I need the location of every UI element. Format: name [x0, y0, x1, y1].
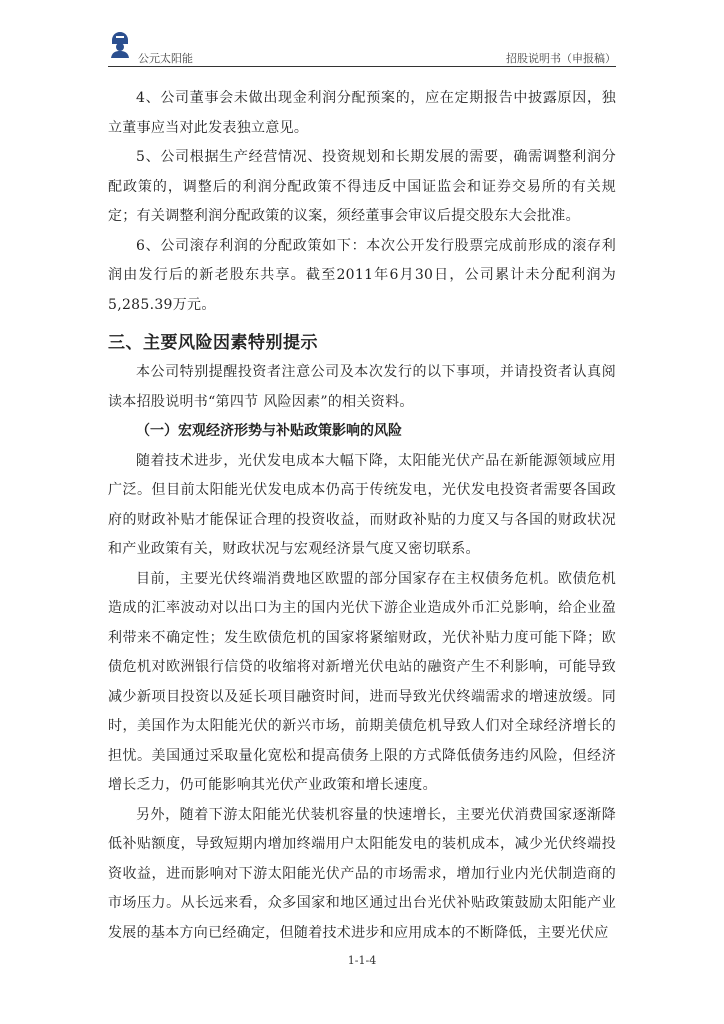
- paragraph-risk-notice: 本公司特别提醒投资者注意公司及本次发行的以下事项，并请投资者认真阅读本招股说明书“第四节 风险因素”的相关资料。: [108, 364, 616, 410]
- company-name: 公元太阳能: [138, 52, 193, 65]
- paragraph-subsidy-reduction: 另外，随着下游太阳能光伏装机容量的快速增长，主要光伏消费国家逐渐降低补贴额度，导致短期内增加终端用户太阳能发电的装机成本，减少光伏终端投资收益，进而影响对下游太阳能光伏产品的市场需求，增加行业内光伏制造商的市场压力。从长远来看，众多国家和地区通过出台光伏补贴政策鼓励太阳能产业发展的基本方向已经确定，但随着技术进步和应用成本的不断降低，主要光伏应: [108, 806, 616, 941]
- page-header: [108, 28, 616, 68]
- paragraph-retained-profit: 6、公司滚存利润的分配政策如下：本次公开发行股票完成前形成的滚存利润由发行后的新老股东共享。截至2011年6月30日，公司累计未分配利润为5,285.39万元。: [108, 237, 616, 313]
- header-divider: [108, 66, 616, 67]
- section-heading-risk-factors: 三、主要风险因素特别提示: [108, 333, 318, 353]
- paragraph-dividend-disclosure: 4、公司董事会未做出现金利润分配预案的，应在定期报告中披露原因，独立董事应当对此发表独立意见。: [108, 90, 616, 136]
- page-number: 1-1-4: [347, 954, 377, 967]
- document-title: 招股说明书（申报稿）: [506, 52, 616, 65]
- paragraph-debt-crisis: 目前，主要光伏终端消费地区欧盟的部分国家存在主权债务危机。欧债危机造成的汇率波动对以出口为主的国内光伏下游企业造成外币汇兑影响，给企业盈利带来不确定性；发生欧债危机的国家将紧缩财政，光伏补贴力度可能下降；欧债危机对欧洲银行信贷的收缩将对新增光伏电站的融资产生不利影响，可能导致减少新项目投资以及延长项目融资时间，进而导致光伏终端需求的增速放缓。同时，美国作为太阳能光伏的新兴市场，前期美债危机导致人们对全球经济增长的担忧。美国通过采取量化宽松和提高债务上限的方式降低债务违约风险，但经济增长乏力，仍可能影响其光伏产业政策和增长速度。: [108, 570, 616, 793]
- company-logo-icon: [108, 30, 132, 60]
- paragraph-policy-adjustment: 5、公司根据生产经营情况、投资规划和长期发展的需要，确需调整利润分配政策的，调整后的利润分配政策不得违反中国证监会和证券交易所的有关规定；有关调整利润分配政策的议案，须经董事会审议后提交股东大会批准。: [108, 149, 616, 224]
- paragraph-subsidy: 随着技术进步，光伏发电成本大幅下降，太阳能光伏产品在新能源领域应用广泛。但目前太阳能光伏发电成本仍高于传统发电，光伏发电投资者需要各国政府的财政补贴才能保证合理的投资收益，而财政补贴的力度又与各国的财政状况和产业政策有关，财政状况与宏观经济景气度又密切联系。: [108, 452, 616, 557]
- subheading-macro-risk: （一）宏观经济形势与补贴政策影响的风险: [136, 423, 402, 439]
- page-body: [108, 84, 616, 948]
